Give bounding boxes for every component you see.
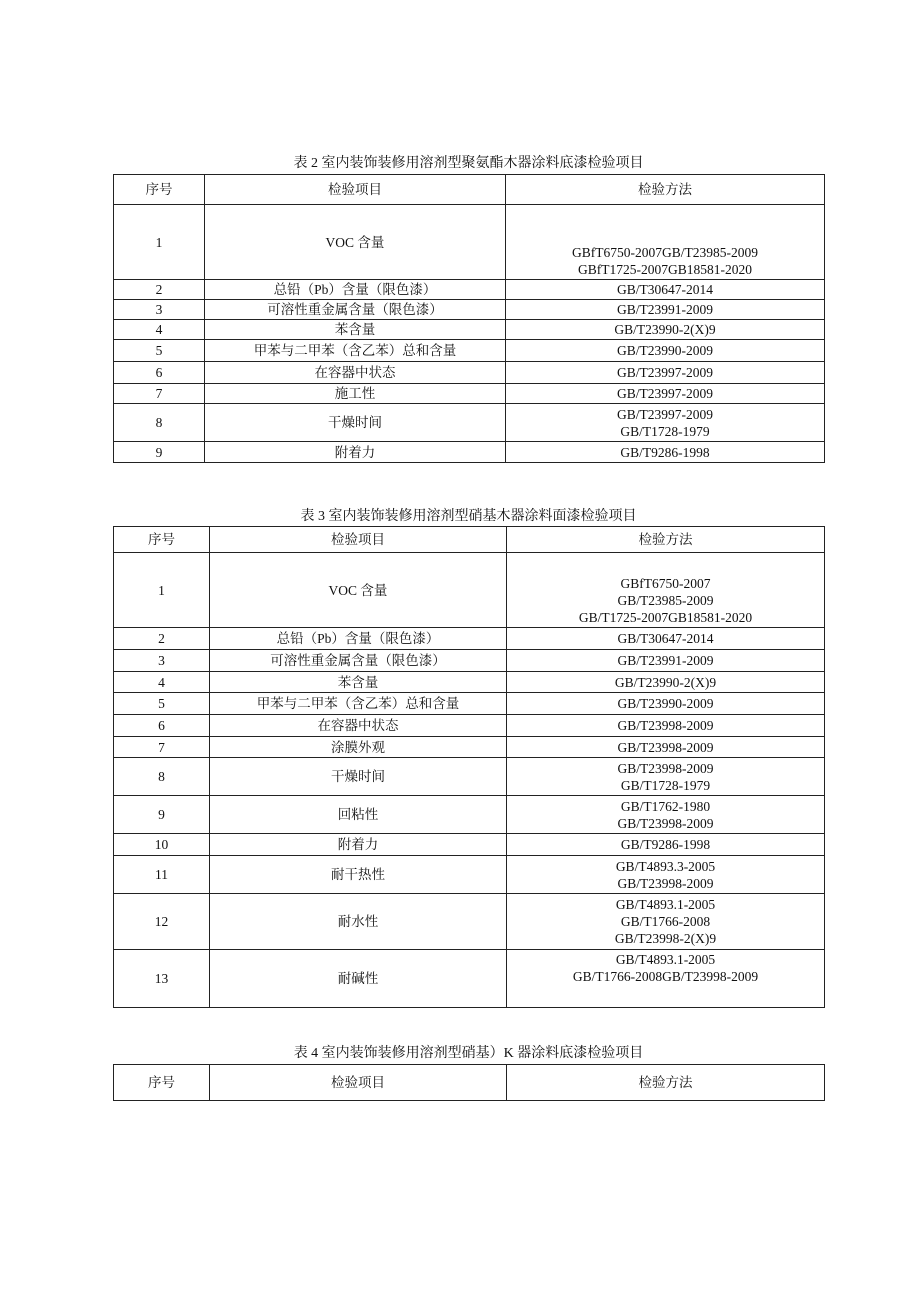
cell-no: 9 (114, 442, 205, 463)
table-row (114, 340, 825, 362)
cell-item: VOC 含量 (205, 205, 506, 280)
cell-item: 耐水性 (210, 894, 507, 950)
header-cell-no: 序号 (114, 1065, 210, 1101)
method-line: GB/T23998-2(X)9 (614, 931, 717, 946)
cell-no: 5 (114, 693, 210, 715)
cell-method (507, 894, 825, 950)
cell-item: 苯含量 (205, 320, 506, 340)
method-line: GB/T1728-1979 (620, 777, 711, 793)
cell-method (506, 205, 825, 280)
cell-item: 总铅（Pb）含量（限色漆） (205, 280, 506, 300)
cell-item: 可溶性重金属含量（限色漆） (205, 300, 506, 320)
table-row (114, 758, 825, 796)
method-line: GB/T1725-2007GB18581-2020 (578, 610, 753, 625)
cell-method: GB/T23991-2009 (507, 650, 825, 672)
cell-method: GB/T23998-2009 (507, 737, 825, 758)
table-row (114, 672, 825, 693)
header-cell-item: 检验项目 (210, 1065, 507, 1101)
cell-no: 4 (114, 672, 210, 693)
cell-item: VOC 含量 (210, 553, 507, 628)
table-row (114, 950, 825, 1008)
method-line: GBfT1725-2007GB18581-2020 (578, 262, 752, 277)
table-row (114, 280, 825, 300)
table-row (114, 442, 825, 463)
cell-method: GB/T30647-2014 (506, 280, 825, 300)
table-row (114, 796, 825, 834)
cell-no: 5 (114, 340, 205, 362)
cell-no: 2 (114, 628, 210, 650)
cell-method (506, 404, 825, 442)
table-row (114, 628, 825, 650)
cell-method: GB/T23990-2(X)9 (506, 320, 825, 340)
cell-method: GB/T23990-2(X)9 (507, 672, 825, 693)
cell-item: 附着力 (205, 442, 506, 463)
cell-method: GB/T23990-2009 (507, 693, 825, 715)
table-row (114, 404, 825, 442)
cell-method (507, 950, 825, 1008)
cell-no: 8 (114, 404, 205, 442)
cell-no: 2 (114, 280, 205, 300)
cell-no: 3 (114, 650, 210, 672)
cell-item: 可溶性重金属含量（限色漆） (210, 650, 507, 672)
header-cell-method: 检验方法 (506, 175, 825, 205)
cell-item: 甲苯与二甲苯（含乙苯）总和含量 (210, 693, 507, 715)
method-line: GB/T23985-2009 (617, 593, 714, 608)
header-cell-item: 检验项目 (205, 175, 506, 205)
cell-item: 干燥时间 (205, 404, 506, 442)
table-header-row (114, 1065, 825, 1101)
cell-no: 9 (114, 796, 210, 834)
cell-item: 干燥时间 (210, 758, 507, 796)
header-cell-method: 检验方法 (507, 527, 825, 553)
cell-no: 1 (114, 553, 210, 628)
table-row (114, 300, 825, 320)
cell-no: 3 (114, 300, 205, 320)
cell-item: 总铅（Pb）含量（限色漆） (210, 628, 507, 650)
method-line: GB/T23998-2009 (617, 760, 714, 776)
table-row (114, 650, 825, 672)
cell-method: GB/T30647-2014 (507, 628, 825, 650)
cell-item: 耐碱性 (210, 950, 507, 1008)
cell-no: 8 (114, 758, 210, 796)
table-2 (113, 174, 825, 463)
cell-no: 4 (114, 320, 205, 340)
method-line: GB/T1766-2008 (620, 914, 711, 929)
table-row (114, 715, 825, 737)
cell-no: 10 (114, 834, 210, 856)
cell-item: 耐干热性 (210, 856, 507, 894)
cell-item: 在容器中状态 (205, 362, 506, 384)
table-header-row (114, 175, 825, 205)
cell-method: GB/T23997-2009 (506, 362, 825, 384)
method-line: GB/T1762-1980 (620, 798, 711, 814)
cell-item: 回粘性 (210, 796, 507, 834)
cell-method (507, 796, 825, 834)
cell-no: 1 (114, 205, 205, 280)
cell-method: GB/T23990-2009 (506, 340, 825, 362)
table-header-row (114, 527, 825, 553)
method-line: GB/T23997-2009 (617, 406, 713, 422)
cell-item: 甲苯与二甲苯（含乙苯）总和含量 (205, 340, 506, 362)
table-row (114, 205, 825, 280)
cell-method: GB/T23997-2009 (506, 384, 825, 404)
table-row (114, 834, 825, 856)
cell-no: 6 (114, 715, 210, 737)
method-line: GB/T1728-1979 (620, 423, 710, 439)
table-row (114, 362, 825, 384)
table-row (114, 856, 825, 894)
method-line: GBfT6750-2007 (620, 576, 711, 591)
table-2-caption: 表 2 室内装饰装修用溶剂型聚氨酯木器涂料底漆检验项目 (293, 156, 644, 171)
cell-method: GB/T23991-2009 (506, 300, 825, 320)
cell-no: 13 (114, 950, 210, 1008)
table-row (114, 894, 825, 950)
cell-item: 施工性 (205, 384, 506, 404)
table-row (114, 693, 825, 715)
header-cell-item: 检验项目 (210, 527, 507, 553)
method-line: GB/T23998-2009 (617, 875, 714, 891)
header-cell-method: 检验方法 (507, 1065, 825, 1101)
cell-method: GB/T23998-2009 (507, 715, 825, 737)
method-line: GB/T1766-2008GB/T23998-2009 (572, 969, 759, 984)
cell-no: 12 (114, 894, 210, 950)
cell-item: 在容器中状态 (210, 715, 507, 737)
cell-method: GB/T9286-1998 (507, 834, 825, 856)
method-line: GBfT6750-2007GB/T23985-2009 (572, 245, 758, 260)
cell-no: 7 (114, 384, 205, 404)
cell-method (507, 553, 825, 628)
cell-item: 涂膜外观 (210, 737, 507, 758)
table-row (114, 737, 825, 758)
table-4-caption: 表 4 室内装饰装修用溶剂型硝基）K 器涂料底漆检验项目 (293, 1046, 644, 1061)
table-row (114, 384, 825, 404)
table-3 (113, 526, 825, 1008)
cell-method: GB/T9286-1998 (506, 442, 825, 463)
method-line: GB/T4893.1-2005 (615, 897, 716, 912)
table-row (114, 553, 825, 628)
table-4 (113, 1064, 825, 1101)
header-cell-no: 序号 (114, 175, 205, 205)
header-cell-no: 序号 (114, 527, 210, 553)
cell-no: 7 (114, 737, 210, 758)
cell-method (507, 856, 825, 894)
method-line: GB/T23998-2009 (617, 815, 714, 831)
cell-method (507, 758, 825, 796)
cell-no: 11 (114, 856, 210, 894)
table-row (114, 320, 825, 340)
method-line: GB/T4893.3-2005 (615, 858, 716, 874)
cell-item: 附着力 (210, 834, 507, 856)
cell-item: 苯含量 (210, 672, 507, 693)
cell-no: 6 (114, 362, 205, 384)
table-3-caption: 表 3 室内装饰装修用溶剂型硝基木器涂料面漆检验项目 (300, 509, 637, 524)
method-line: GB/T4893.1-2005 (615, 952, 716, 967)
